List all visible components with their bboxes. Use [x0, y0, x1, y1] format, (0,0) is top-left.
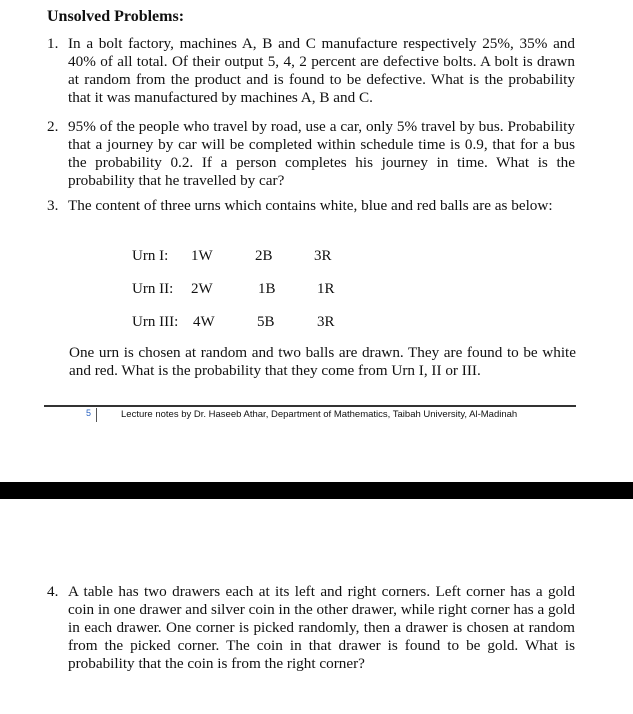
urn-red-count: 1R	[317, 281, 335, 297]
footer-divider	[44, 405, 576, 407]
problem-text: In a bolt factory, machines A, B and C manufacture respectively 25%, 35% and 40% of all total. Of their output 5, 4, 2 percent are defective bolts. A bolt is drawn at random from the product and is found to be defective. What is the probability that it was manufactured by machines A, B and C.	[68, 35, 575, 106]
footer-text: Lecture notes by Dr. Haseeb Athar, Department of Mathematics, Taibah University, Al-Madinah	[121, 409, 518, 420]
problem-2	[47, 118, 575, 190]
urn-label: Urn I:	[132, 248, 169, 264]
urn-label: Urn III:	[132, 314, 179, 330]
urn-label: Urn II:	[132, 281, 174, 297]
problem-3	[47, 197, 575, 215]
problem-number: 3.	[47, 197, 59, 214]
urn-blue-count: 2B	[255, 248, 273, 264]
problem-1	[47, 35, 575, 107]
problem-number: 2.	[47, 118, 59, 135]
urn-red-count: 3R	[317, 314, 335, 330]
page-break-bar	[0, 482, 633, 499]
urn-blue-count: 5B	[257, 314, 275, 330]
problem-text: 95% of the people who travel by road, use a car, only 5% travel by bus. Probability that a journey by car will be completed within schedule time is 0.9, that for a bus the probability 0.2. If a person completes his journey in time. What is the probability that he travelled by car?	[68, 118, 575, 189]
section-heading: Unsolved Problems:	[47, 8, 185, 25]
urn-white-count: 4W	[193, 314, 215, 330]
problem-text: A table has two drawers each at its left and right corners. Left corner has a gold coin in one drawer and silver coin in the other drawer, while right corner has a gold in each drawer. One corner is picked randomly, then a drawer is chosen at random from the picked corner. The coin in that drawer is found to be gold. What is probability that the coin is from the right corner?	[68, 583, 575, 672]
urn-white-count: 1W	[191, 248, 213, 264]
problem-4	[47, 583, 575, 673]
urn-red-count: 3R	[314, 248, 332, 264]
footer-page-number: 5	[86, 408, 92, 418]
problem-number: 1.	[47, 35, 59, 52]
problem-text: The content of three urns which contains white, blue and red balls are as below:	[68, 197, 553, 214]
urn-blue-count: 1B	[258, 281, 276, 297]
urn-white-count: 2W	[191, 281, 213, 297]
page-lower	[0, 527, 633, 714]
problem-number: 4.	[47, 583, 59, 600]
problem-3-note: One urn is chosen at random and two balls are drawn. They are found to be white and red. What is the probability that they come from Urn I, II or III.	[69, 344, 576, 379]
footer-separator	[96, 408, 97, 422]
